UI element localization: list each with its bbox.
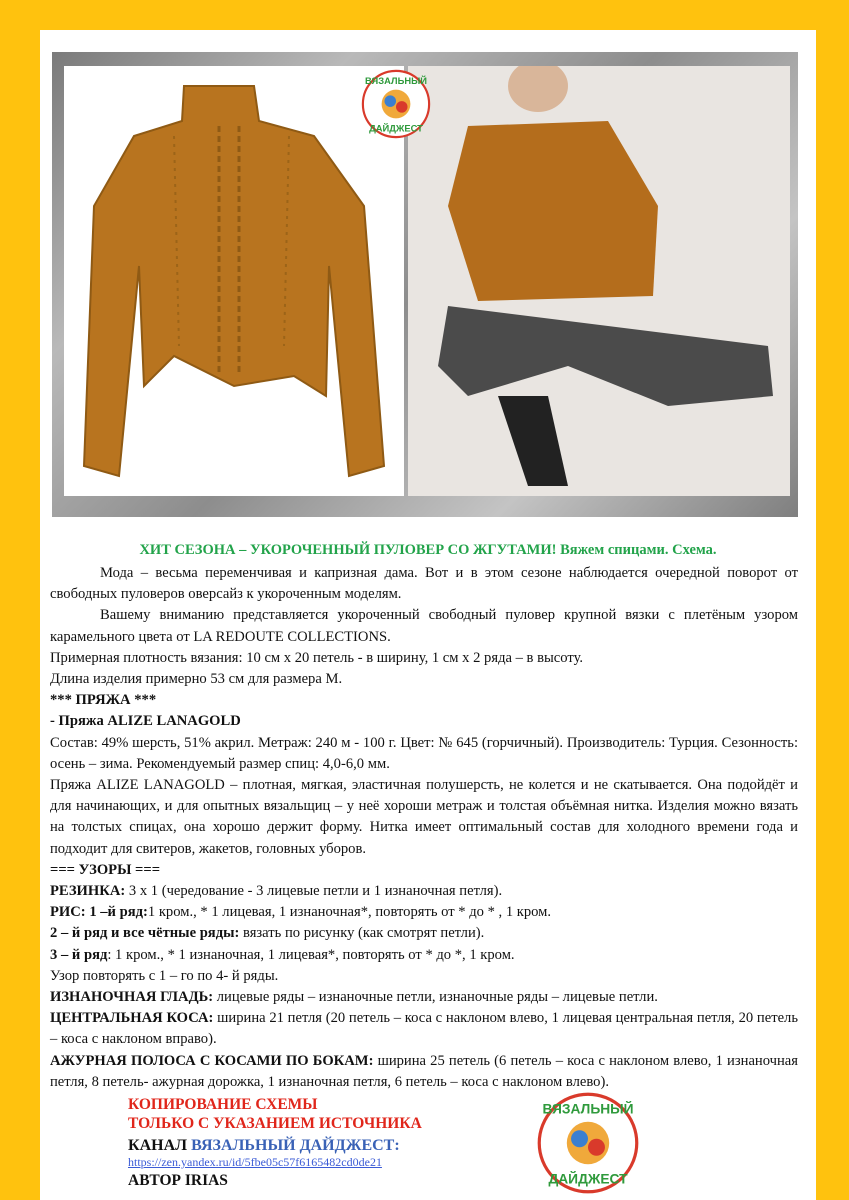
logo-bottom-bottom-text: ДАЙДЖЕСТ [548,1171,628,1187]
pattern-cable-label: ЦЕНТРАЛЬНАЯ КОСА: [50,1010,214,1027]
logo-bottom-text: ДАЙДЖЕСТ [369,123,423,134]
copyright-line-2: ТОЛЬКО С УКАЗАНИЕМ ИСТОЧНИКА [128,1115,422,1132]
pattern-lace [50,1051,798,1093]
pattern-row3-text: : 1 кром., * 1 изнаночная, 1 лицевая*, повторять от * до *, 1 кром. [107,946,515,963]
logo-top [360,68,432,140]
sweater-flat-photo [64,66,404,496]
paragraph-intro: Мода – весьма переменчивая и капризная дама. Вот и в этом сезоне наблюдается очередной поворот от свободных пуловеров оверсайз к укороченным моделям. [50,565,798,603]
logo-bottom-top-text: ВЯЗАЛЬНЫЙ [542,1101,634,1117]
yarn-header: *** ПРЯЖА *** [50,692,157,709]
pattern-stockinette [50,987,798,1008]
logo-top-text: ВЯЗАЛЬНЫЙ [365,75,427,86]
pattern-rib-label: РЕЗИНКА: [50,883,126,900]
model-photo [408,66,790,496]
pattern-rib-text: 3 х 1 (чередование - 3 лицевые петли и 1 изнаночная петля). [125,883,503,900]
patterns-header: === УЗОРЫ === [50,861,161,878]
page-title: ХИТ СЕЗОНА – УКОРОЧЕННЫЙ ПУЛОВЕР СО ЖГУТАМИ! Вяжем спицами. Схема. [139,542,717,558]
channel-prefix: КАНАЛ [128,1137,192,1154]
pattern-rib [50,881,798,902]
yarn-description: Пряжа ALIZE LANAGOLD – плотная, мягкая, эластичная полушерсть, не колется и не скатывается. Она подойдёт и для начинающих, и для опытных вязальщиц – у неё хороши метраж и толстая объёмная нитка. Изделия можно вязать на толстых спицах, она хорошо держит форму. Нитка имеет оптимальный состав для холодного времени года и подходит для свитеров, жакетов, головных уборов. [50,777,798,857]
pattern-row3 [50,945,798,966]
channel-link[interactable]: https://zen.yandex.ru/id/5fbe05c57f6165482cd0de21 [128,1155,382,1169]
channel-name: ВЯЗАЛЬНЫЙ ДАЙДЖЕСТ: [191,1137,400,1154]
pattern-ris-text: 1 кром., * 1 лицевая, 1 изнаночная*, повторять от * до * , 1 кром. [147,904,552,921]
paragraph-gauge: Примерная плотность вязания: 10 см х 20 петель - в ширину, 1 см х 2 ряда – в высоту. [50,649,584,666]
article-body [50,563,798,1093]
pattern-lace-text: ширина 25 петель (6 петель – коса с наклоном влево, 1 изнаночная петля, 8 петель- ажурная дорожка, 1 изнаночная петля, 6 петель – коса с наклоном влево). [50,1052,798,1090]
pattern-stockinette-label: ИЗНАНОЧНАЯ ГЛАДЬ: [50,989,214,1006]
pattern-ris [50,902,798,923]
pattern-lace-label: АЖУРНАЯ ПОЛОСА С КОСАМИ ПО БОКАМ: [50,1052,374,1069]
yarn-composition: Состав: 49% шерсть, 51% акрил. Метраж: 240 м - 100 г. Цвет: № 645 (горчичный). Производитель: Турция. Сезонность: осень – зима. Рекомендуемый размер спиц: 4,0-6,0 мм. [50,734,798,772]
sweater-illustration [64,66,404,496]
logo-bottom [535,1090,641,1196]
author: АВТОР IRIAS [128,1172,228,1189]
yarn-name: - Пряжа ALIZE LANAGOLD [50,713,241,730]
paragraph-length: Длина изделия примерно 53 см для размера M. [50,671,343,688]
pattern-row3-label: 3 – й ряд [50,946,108,963]
paragraph-model: Вашему вниманию представляется укороченный свободный пуловер крупной вязки с плетёным узором карамельного цвета от LA REDOUTE COLLECTIONS. [50,607,798,645]
pattern-cable [50,1008,798,1050]
pattern-row2 [50,923,798,944]
pattern-ris-label: РИС: 1 –й ряд: [50,904,148,921]
pattern-repeat: Узор повторять с 1 – го по 4- й ряды. [50,967,279,984]
pattern-stockinette-text: лицевые ряды – изнаночные петли, изнаночные ряды – лицевые петли. [213,989,658,1006]
pattern-row2-text: вязать по рисунку (как смотрят петли). [239,925,485,942]
page [40,30,816,1200]
model-illustration [408,66,790,496]
channel-line [128,1137,548,1155]
pattern-row2-label: 2 – й ряд и все чётные ряды: [50,925,240,942]
pattern-cable-text: ширина 21 петля (20 петель – коса с наклоном влево, 1 лицевая центральная петля, 20 петель – коса с наклоном вправо). [50,1010,798,1048]
footer [128,1095,548,1190]
copyright-line-1: КОПИРОВАНИЕ СХЕМЫ [128,1096,318,1113]
